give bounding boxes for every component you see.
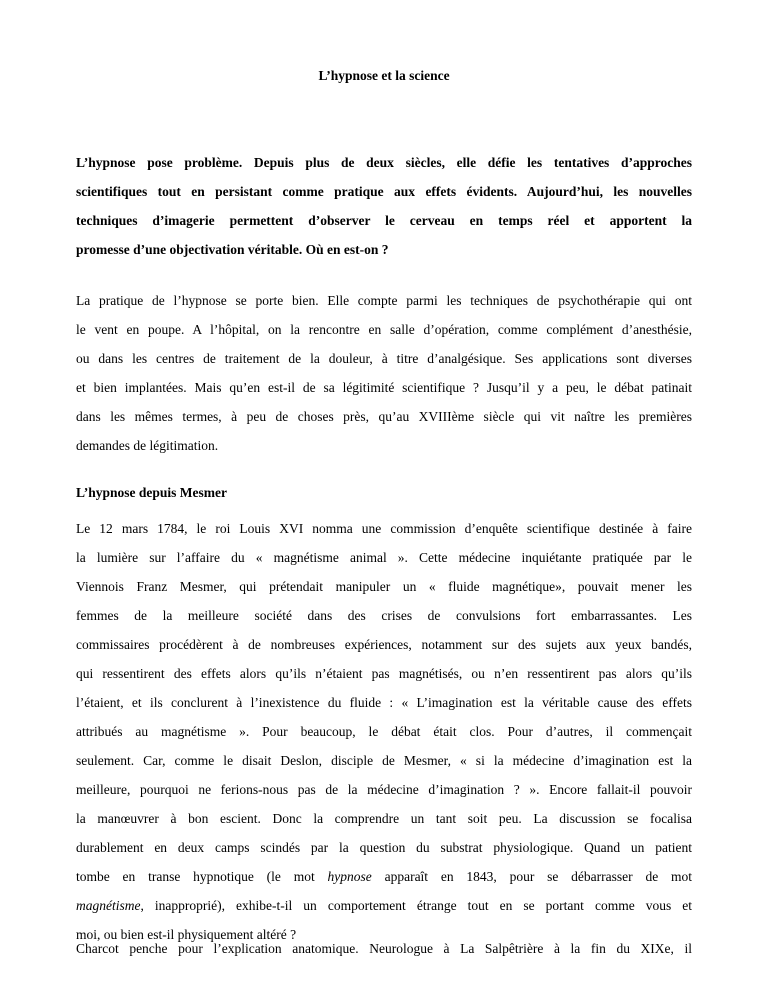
paragraph-line: Le 12 mars 1784, le roi Louis XVI nomma une commission d’enquête scientifique destinée à faire <box>76 521 692 536</box>
paragraph-line: La pratique de l’hypnose se porte bien. Elle compte parmi les techniques de psychothérapie qui ont <box>76 293 692 308</box>
lead-line: promesse d’une objectivation véritable. Où en est-on ? <box>76 242 389 257</box>
paragraph-line: Charcot penche pour l’explication anatomique. Neurologue à La Salpêtrière à la fin du XIXe, il <box>76 941 692 956</box>
line-text: apparaît en 1843, pour se débarrasser de mot <box>371 869 692 884</box>
body-paragraph-2 <box>76 514 692 949</box>
paragraph-line: l’étaient, et ils conclurent à l’inexistence du fluide : « L’imagination est la véritable cause des effets <box>76 695 692 710</box>
paragraph-line: et bien implantées. Mais qu’en est-il de sa légitimité scientifique ? Jusqu’il y a peu, le débat patinait <box>76 380 692 395</box>
paragraph-line: meilleure, pourquoi ne ferions-nous pas de la médecine d’imagination ? ». Encore fallait-il pouvoir <box>76 782 692 797</box>
document-title: L’hypnose et la science <box>318 68 450 83</box>
paragraph-line <box>76 891 692 920</box>
lead-paragraph <box>76 148 692 264</box>
paragraph-line: la lumière sur l’affaire du « magnétisme animal ». Cette médecine inquiétante pratiquée par le <box>76 550 692 565</box>
body-paragraph-1 <box>76 286 692 460</box>
paragraph-line: seulement. Car, comme le disait Deslon, disciple de Mesmer, « si la médecine d’imagination est la <box>76 753 692 768</box>
italic-term: magnétisme <box>76 898 141 913</box>
paragraph-line <box>76 862 692 891</box>
line-text: , inapproprié), exhibe-t-il un comportement étrange tout en se portant comme vous et <box>140 898 692 913</box>
paragraph-line: la manœuvrer à bon escient. Donc la comprendre un tant soit peu. La discussion se focalisa <box>76 811 692 826</box>
paragraph-line: demandes de légitimation. <box>76 438 219 453</box>
paragraph-line: femmes de la meilleure société dans des crises de convulsions fort embarrassantes. Les <box>76 608 692 623</box>
paragraph-line: commissaires procédèrent à de nombreuses expériences, notamment sur des sujets aux yeux bandés, <box>76 637 692 652</box>
paragraph-line: moi, ou bien est-il physiquement altéré ? <box>76 927 297 942</box>
italic-term: hypnose <box>327 869 372 884</box>
lead-line: L’hypnose pose problème. Depuis plus de deux siècles, elle défie les tentatives d’approches <box>76 155 692 170</box>
paragraph-line: dans les mêmes termes, à peu de choses près, qu’au XVIIIème siècle qui vit naître les premières <box>76 409 692 424</box>
section-heading: L’hypnose depuis Mesmer <box>76 485 228 500</box>
paragraph-line: attribués au magnétisme ». Pour beaucoup, le débat était clos. Pour d’autres, il commençait <box>76 724 692 739</box>
lead-line: techniques d’imagerie permettent d’observer le cerveau en temps réel et apportent la <box>76 213 692 228</box>
line-text: tombe en transe hypnotique (le mot <box>76 869 328 884</box>
paragraph-line: qui ressentirent des effets alors qu’ils n’étaient pas magnétisés, ou n’en ressentirent pas alors qu’ils <box>76 666 692 681</box>
lead-line: scientifiques tout en persistant comme pratique aux effets évidents. Aujourd’hui, les nouvelles <box>76 184 692 199</box>
paragraph-line: durablement en deux camps scindés par la question du substrat physiologique. Quand un patient <box>76 840 692 855</box>
paragraph-line: le vent en poupe. A l’hôpital, on la rencontre en salle d’opération, comme complément d’anesthésie, <box>76 322 692 337</box>
paragraph-line: ou dans les centres de traitement de la douleur, à titre d’analgésique. Ses applications sont diverses <box>76 351 692 366</box>
paragraph-line: Viennois Franz Mesmer, qui prétendait manipuler un « fluide magnétique», pouvait mener les <box>76 579 692 594</box>
body-paragraph-3 <box>76 934 692 963</box>
